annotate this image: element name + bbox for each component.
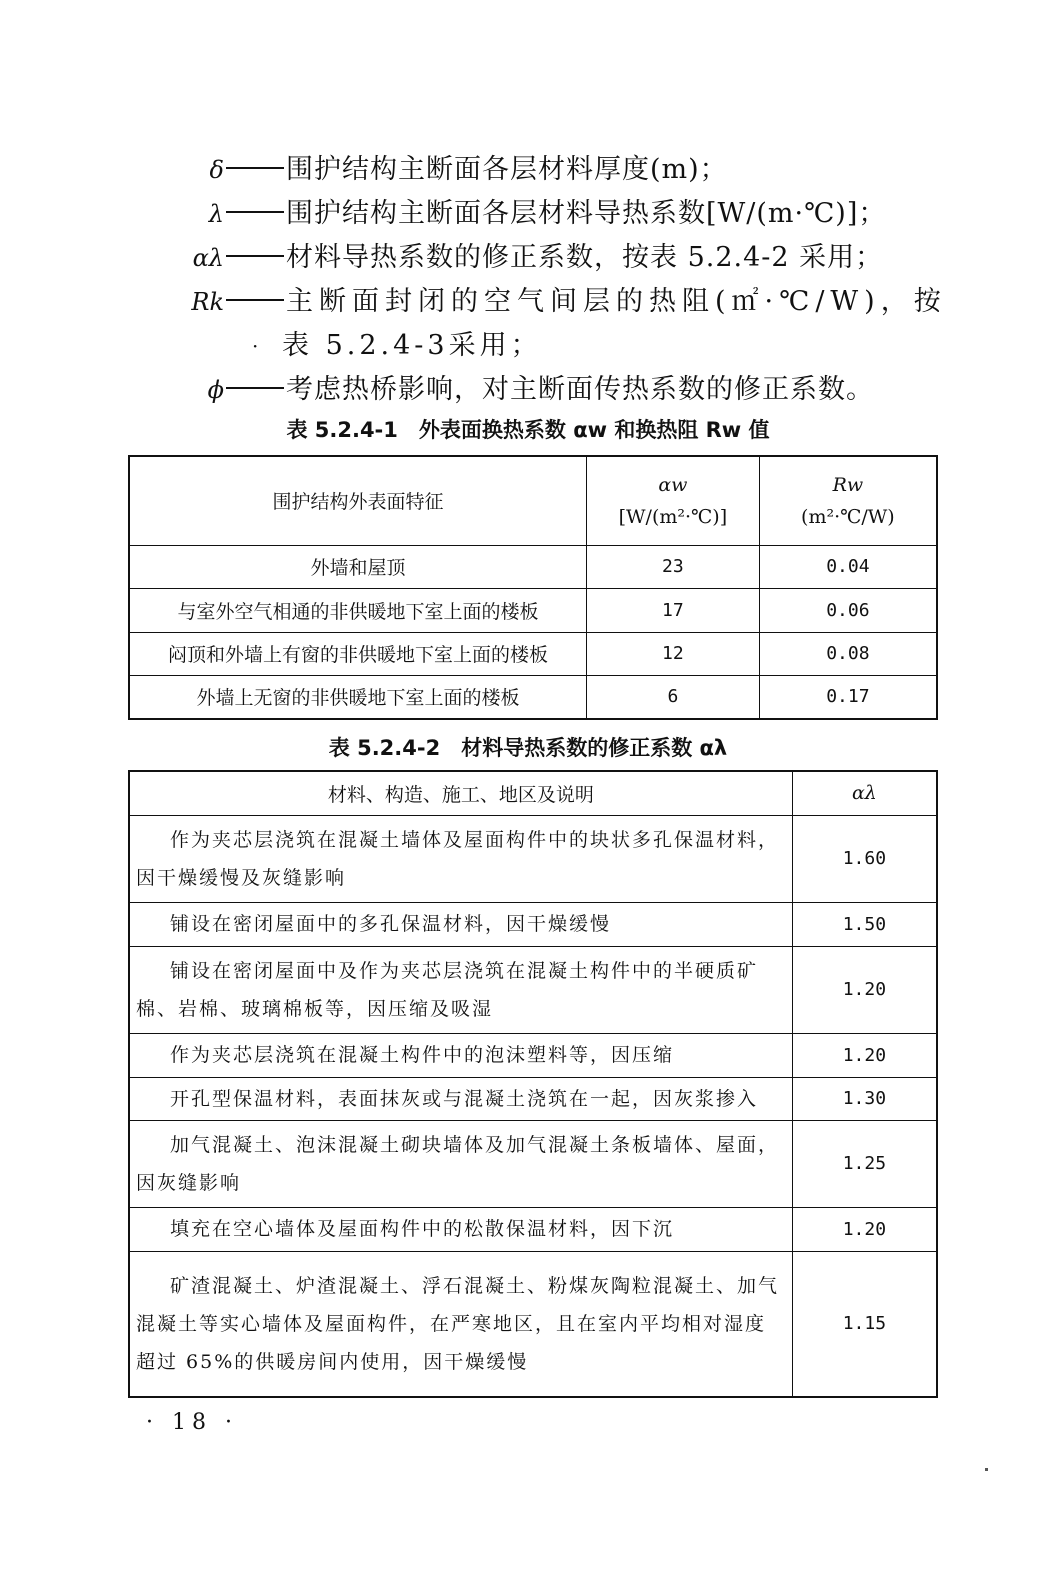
table-row: 作为夹芯层浇筑在混凝土墙体及屋面构件中的块状多孔保温材料，因干燥缓慢及灰缝影响 1.60 [129, 815, 937, 902]
symbol-definitions [190, 148, 950, 412]
table-row: 加气混凝土、泡沫混凝土砌块墙体及加气混凝土条板墙体、屋面，因灰缝影响 1.25 [129, 1120, 937, 1207]
table-row: 闷顶和外墙上有窗的非供暖地下室上面的楼板 12 0.08 [129, 632, 937, 675]
table-row: 填充在空心墙体及屋面构件中的松散保温材料，因下沉 1.20 [129, 1207, 937, 1251]
definition-continuation-text: 表 5.2.4-3采用； [282, 330, 542, 361]
table-surface-coefficients [128, 455, 938, 720]
definition-alpha-lambda [190, 236, 950, 280]
definition-text: 考虑热桥影响，对主断面传热系数的修正系数。 [286, 374, 874, 405]
definition-symbol: δ [209, 156, 224, 184]
definition-symbol: αλ [192, 244, 224, 272]
table-row: 矿渣混凝土、炉渣混凝土、浮石混凝土、粉煤灰陶粒混凝土、加气混凝土等实心墙体及屋面构件，在严寒地区，且在室内平均相对湿度超过 65%的供暖房间内使用，因干燥缓慢 1.15 [129, 1251, 937, 1397]
definition-text: 围护结构主断面各层材料厚度(m)； [286, 154, 728, 185]
definition-phi [190, 368, 950, 412]
table-row: 作为夹芯层浇筑在混凝土构件中的泡沫塑料等，因压缩 1.20 [129, 1033, 937, 1077]
table-header-row [129, 771, 937, 815]
definition-delta [190, 148, 950, 192]
definition-symbol: ϕ [207, 376, 224, 404]
definition-text: 主断面封闭的空气间层的热阻(㎡·℃/W)，按 [286, 286, 947, 317]
table-row: 铺设在密闭屋面中的多孔保温材料，因干燥缓慢 1.50 [129, 902, 937, 946]
definition-text: 围护结构主断面各层材料导热系数[W/(m·℃)]； [286, 198, 887, 229]
definition-rk [190, 280, 950, 324]
header-feature: 围护结构外表面特征 [129, 456, 586, 545]
definition-symbol: λ [208, 200, 224, 228]
table1-caption: 表 5.2.4-1 外表面换热系数 αw 和换热阻 Rw 值 [286, 418, 770, 442]
header-description: 材料、构造、施工、地区及说明 [129, 771, 792, 815]
definition-lambda [190, 192, 950, 236]
table-row: 铺设在密闭屋面中及作为夹芯层浇筑在混凝土构件中的半硬质矿棉、岩棉、玻璃棉板等，因压缩及吸湿 1.20 [129, 946, 937, 1033]
page-number: · 18 · [146, 1410, 238, 1435]
table-header-row [129, 456, 937, 545]
definition-symbol: Rk [191, 288, 224, 316]
header-alpha: αw [W/(m²·℃)] [586, 456, 759, 545]
table-row: 外墙和屋顶 23 0.04 [129, 545, 937, 588]
table2-caption: 表 5.2.4-2 材料导热系数的修正系数 αλ [328, 736, 728, 760]
header-r: Rw (m²·℃/W) [759, 456, 937, 545]
table-correction-coefficients [128, 770, 938, 1398]
table-row: 与室外空气相通的非供暖地下室上面的楼板 17 0.06 [129, 588, 937, 632]
definition-continuation: · 表 5.2.4-3采用； [252, 330, 542, 361]
definition-text: 材料导热系数的修正系数，按表 5.2.4-2 采用； [286, 242, 884, 273]
table-row: 外墙上无窗的非供暖地下室上面的楼板 6 0.17 [129, 675, 937, 719]
table-row: 开孔型保温材料，表面抹灰或与混凝土浇筑在一起，因灰浆掺入 1.30 [129, 1077, 937, 1120]
header-alpha-lambda: αλ [792, 771, 937, 815]
